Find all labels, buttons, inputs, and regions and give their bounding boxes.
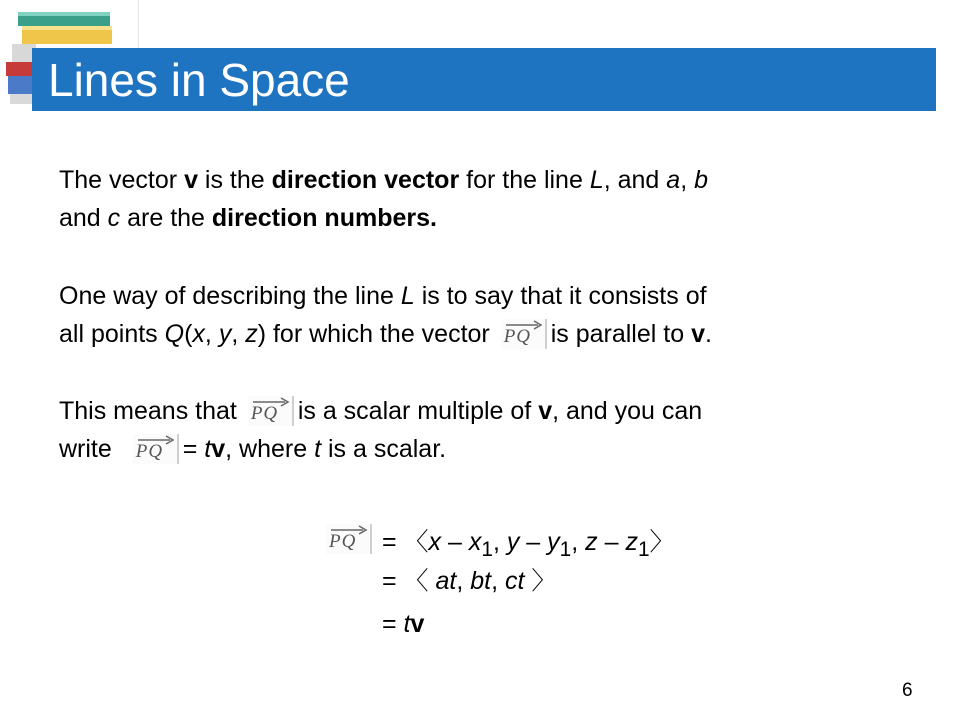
equation-direction-numbers: = 〈 at, bt, ct 〉	[382, 567, 557, 595]
paragraph-line: The vector v is the direction vector for the line L, and a, b	[59, 166, 709, 194]
paragraph-line: One way of describing the line L is to say that it consists of	[59, 282, 707, 310]
title-bar	[32, 48, 936, 111]
vector-pq-symbol: PQ	[326, 524, 372, 554]
paragraph-line-description	[59, 277, 909, 353]
paragraph-line: and c are the direction numbers.	[59, 204, 437, 232]
vector-pq-symbol: PQ	[248, 396, 294, 426]
paragraph-scalar-multiple	[59, 392, 909, 468]
paragraph-line: This means that PQ is a scalar multiple of v, and you can	[59, 397, 703, 425]
paragraph-line: write PQ = tv, where t is a scalar.	[59, 435, 447, 463]
equation-scalar-form: = tv	[382, 610, 425, 638]
corner-divider	[138, 0, 139, 48]
vector-pq-symbol: PQ	[133, 434, 179, 464]
slide-title: Lines in Space	[48, 54, 350, 106]
page-number: 6	[902, 680, 913, 701]
vector-pq-symbol: PQ	[501, 319, 547, 349]
equation-component-form: = 〈x – $x_1$, y – $y_1$, z – $z_1$〉	[382, 528, 675, 561]
paragraph-direction-vector	[59, 161, 909, 237]
paragraph-line: all points Q(x, y, z) for which the vector PQ is parallel to v.	[59, 320, 712, 348]
